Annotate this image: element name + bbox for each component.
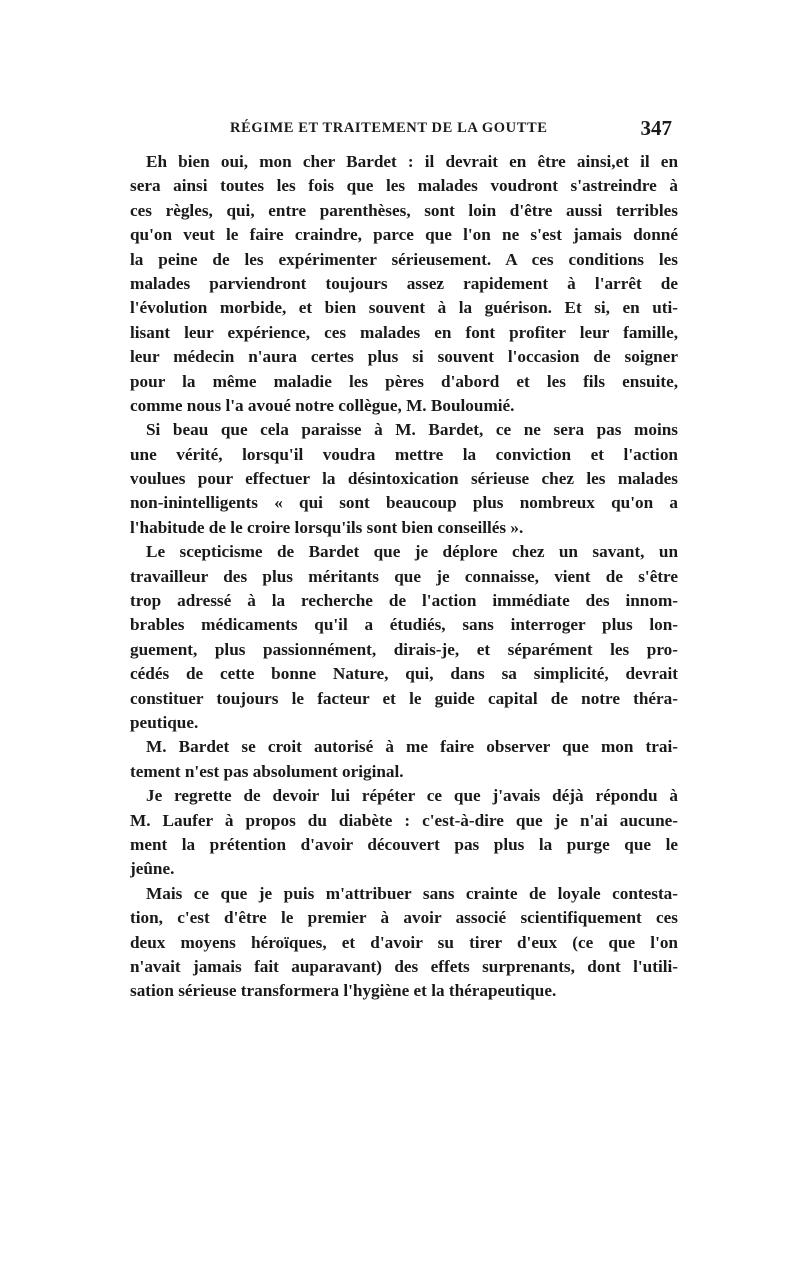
text-line: Eh bien oui, mon cher Bardet : il devrait en être ainsi,et il en (146, 152, 678, 171)
text-line: une vérité, lorsqu'il voudra mettre la conviction et l'action (130, 444, 678, 464)
text-line: M. Laufer à propos du diabète : c'est-à-dire que je n'ai aucune- (130, 810, 678, 830)
text-line: la peine de les expérimenter sérieusement. A ces conditions les (130, 249, 678, 269)
page-number: 347 (640, 116, 672, 140)
text-line: tion, c'est d'être le premier à avoir associé scientifiquement ces (130, 908, 678, 928)
text-line: Le scepticisme de Bardet que je déplore chez un savant, un (146, 542, 678, 562)
body-text (130, 150, 678, 1004)
text-line: lisant leur expérience, ces malades en font profiter leur famille, (130, 322, 678, 342)
text-line: Si beau que cela paraisse à M. Bardet, ce ne sera pas moins (146, 420, 678, 440)
text-line: non-inintelligents « qui sont beaucoup plus nombreux qu'on a (130, 493, 678, 513)
text-line: jeûne. (130, 859, 175, 879)
text-line: qu'on veut le faire craindre, parce que l'on ne s'est jamais donné (130, 225, 678, 245)
text-line: guement, plus passionnément, dirais-je, et séparément les pro- (130, 639, 678, 659)
text-line: pour la même maladie les pères d'abord et les fils ensuite, (130, 371, 678, 391)
text-line: deux moyens héroïques, et d'avoir su tirer d'eux (ce que l'on (130, 932, 678, 952)
text-line: comme nous l'a avoué notre collègue, M. Bouloumié. (130, 395, 515, 415)
text-line: peutique. (130, 712, 199, 732)
text-line: malades parviendront toujours assez rapidement à l'arrêt de (130, 273, 678, 293)
text-line: sation sérieuse transformera l'hygiène et la thérapeutique. (130, 981, 557, 1001)
text-line: leur médecin n'aura certes plus si souvent l'occasion de soigner (130, 347, 678, 367)
text-line: constituer toujours le facteur et le guide capital de notre théra- (130, 688, 678, 708)
text-line: ment la prétention d'avoir découvert pas plus la purge que le (130, 834, 678, 854)
text-line: brables médicaments qu'il a étudiés, sans interroger plus lon- (130, 615, 678, 635)
text-line: travailleur des plus méritants que je connaisse, vient de s'être (130, 566, 678, 586)
text-line: cédés de cette bonne Nature, qui, dans sa simplicité, devrait (130, 664, 678, 684)
text-line: sera ainsi toutes les fois que les malades voudront s'astreindre à (130, 176, 678, 196)
running-head (130, 118, 678, 140)
text-line: n'avait jamais fait auparavant) des effets surprenants, dont l'utili- (130, 956, 678, 976)
text-line: l'habitude de le croire lorsqu'ils sont bien conseillés ». (130, 517, 524, 537)
text-line: M. Bardet se croit autorisé à me faire observer que mon trai- (146, 737, 678, 757)
text-line: tement n'est pas absolument original. (130, 761, 404, 781)
text-line: ces règles, qui, entre parenthèses, sont loin d'être aussi terribles (130, 200, 678, 220)
text-line: voulues pour effectuer la désintoxication sérieuse chez les malades (130, 469, 678, 489)
running-title: RÉGIME ET TRAITEMENT DE LA GOUTTE (230, 120, 548, 136)
text-line: Mais ce que je puis m'attribuer sans crainte de loyale contesta- (146, 883, 678, 903)
text-line: Je regrette de devoir lui répéter ce que j'avais déjà répondu à (146, 786, 678, 806)
text-line: trop adressé à la recherche de l'action immédiate des innom- (130, 591, 678, 611)
text-line: l'évolution morbide, et bien souvent à la guérison. Et si, en uti- (130, 298, 678, 318)
